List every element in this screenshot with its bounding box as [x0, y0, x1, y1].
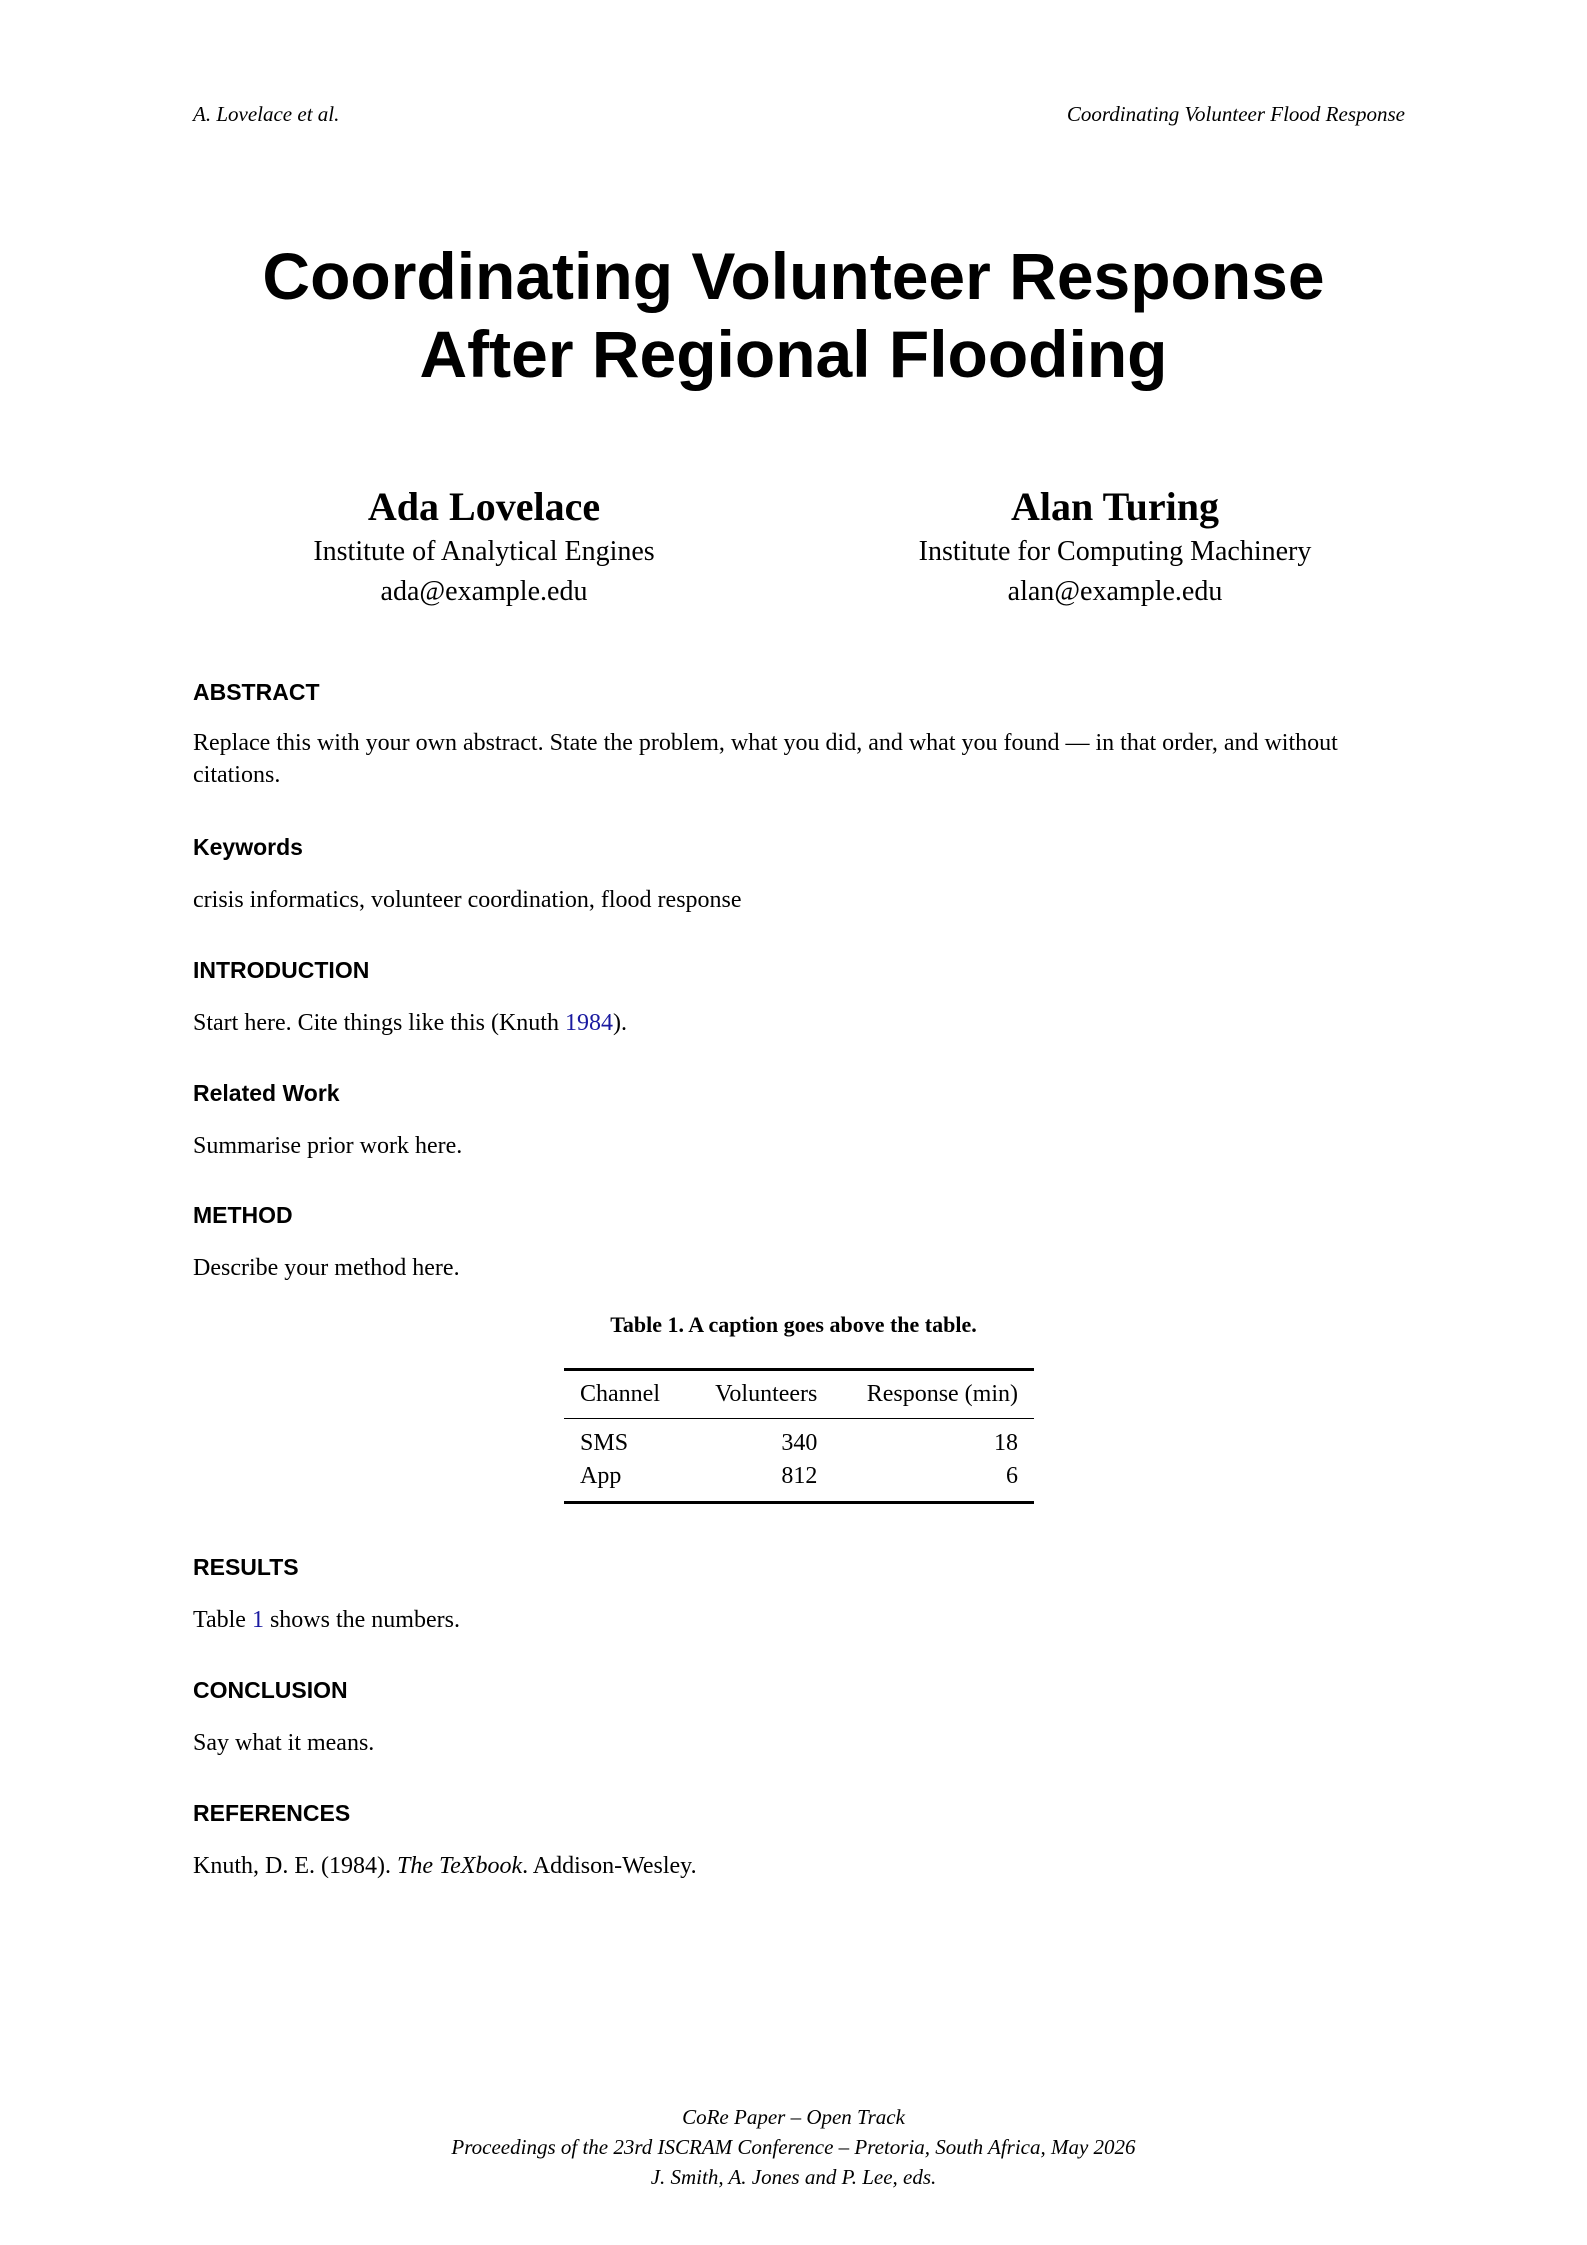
author-name: Alan Turing — [1011, 484, 1219, 529]
abstract-heading: ABSTRACT — [193, 679, 320, 705]
related-work-section — [193, 1078, 1405, 1162]
footer-proceedings: Proceedings of the 23rd ISCRAM Conference – Pretoria, South Africa, May 2026 — [451, 2135, 1136, 2159]
citation-link[interactable]: 1984 — [564, 1010, 613, 1036]
author-email: ada@example.edu — [380, 576, 588, 607]
author-affiliation: Institute for Computing Machinery — [918, 536, 1312, 567]
table-cell-volunteers: 340 — [781, 1430, 818, 1456]
introduction-heading: INTRODUCTION — [193, 957, 370, 983]
abstract-text: Replace this with your own abstract. State the problem, what you did, and what you found — in that order, and without citations. — [193, 730, 1338, 788]
author-name: Ada Lovelace — [367, 484, 601, 529]
table-cell-volunteers: 812 — [781, 1463, 818, 1489]
results-table — [564, 1368, 1034, 1504]
title-line-2: After Regional Flooding — [419, 317, 1168, 391]
abstract-section — [193, 677, 1405, 791]
related-work-heading: Related Work — [193, 1080, 340, 1106]
table-caption: Table 1. A caption goes above the table. — [610, 1312, 977, 1337]
table-cell-response: 18 — [994, 1430, 1018, 1456]
footer-track: CoRe Paper – Open Track — [682, 2105, 905, 2129]
author-email: alan@example.edu — [1007, 576, 1223, 607]
reference-title: The TeXbook — [396, 1853, 523, 1879]
table-cell-channel: SMS — [580, 1430, 629, 1456]
reference-authors: Knuth, D. E. (1984). — [193, 1853, 397, 1879]
related-work-text: Summarise prior work here. — [193, 1133, 463, 1159]
footer-editors: J. Smith, A. Jones and P. Lee, eds. — [650, 2165, 937, 2189]
references-heading: REFERENCES — [193, 1800, 351, 1826]
table-cell-response: 6 — [1006, 1463, 1018, 1489]
introduction-section — [193, 955, 1405, 1039]
keywords-text: crisis informatics, volunteer coordination, flood response — [193, 887, 742, 913]
author-block-1 — [224, 482, 744, 612]
author-affiliation: Institute of Analytical Engines — [313, 536, 655, 567]
page-footer — [0, 2102, 1587, 2192]
table-header-response: Response (min) — [866, 1381, 1018, 1407]
results-heading: RESULTS — [193, 1554, 299, 1580]
title-line-1: Coordinating Volunteer Response — [262, 239, 1325, 313]
introduction-text-end: ). — [612, 1010, 627, 1036]
paper-title — [0, 237, 1587, 393]
table-cell-channel: App — [580, 1463, 622, 1489]
results-text-start: Table — [193, 1607, 252, 1633]
results-text-end: shows the numbers. — [263, 1607, 460, 1633]
table-row — [564, 1419, 1034, 1461]
table-header-channel: Channel — [580, 1381, 660, 1407]
reference-entry — [193, 1850, 1405, 1882]
table-row — [564, 1460, 1034, 1503]
method-heading: METHOD — [193, 1202, 293, 1228]
results-text — [193, 1604, 1405, 1636]
table-header-row — [564, 1370, 1034, 1419]
references-section — [193, 1798, 1405, 1882]
conclusion-section — [193, 1675, 1405, 1759]
conclusion-heading: CONCLUSION — [193, 1677, 348, 1703]
table-header-volunteers: Volunteers — [715, 1381, 818, 1407]
running-head-authors: A. Lovelace et al. — [193, 102, 340, 126]
method-text: Describe your method here. — [193, 1255, 460, 1281]
author-block-2 — [855, 482, 1375, 612]
introduction-text — [193, 1007, 1405, 1039]
table-ref-link[interactable]: 1 — [251, 1607, 264, 1633]
running-head-title: Coordinating Volunteer Flood Response — [1066, 102, 1405, 126]
results-section — [193, 1552, 1405, 1636]
introduction-text-start: Start here. Cite things like this (Knuth — [193, 1010, 565, 1036]
keywords-heading: Keywords — [193, 834, 303, 860]
reference-publisher: . Addison-Wesley. — [522, 1853, 697, 1879]
method-section — [193, 1200, 1405, 1284]
conclusion-text: Say what it means. — [193, 1730, 375, 1756]
keywords-section — [193, 832, 1405, 916]
